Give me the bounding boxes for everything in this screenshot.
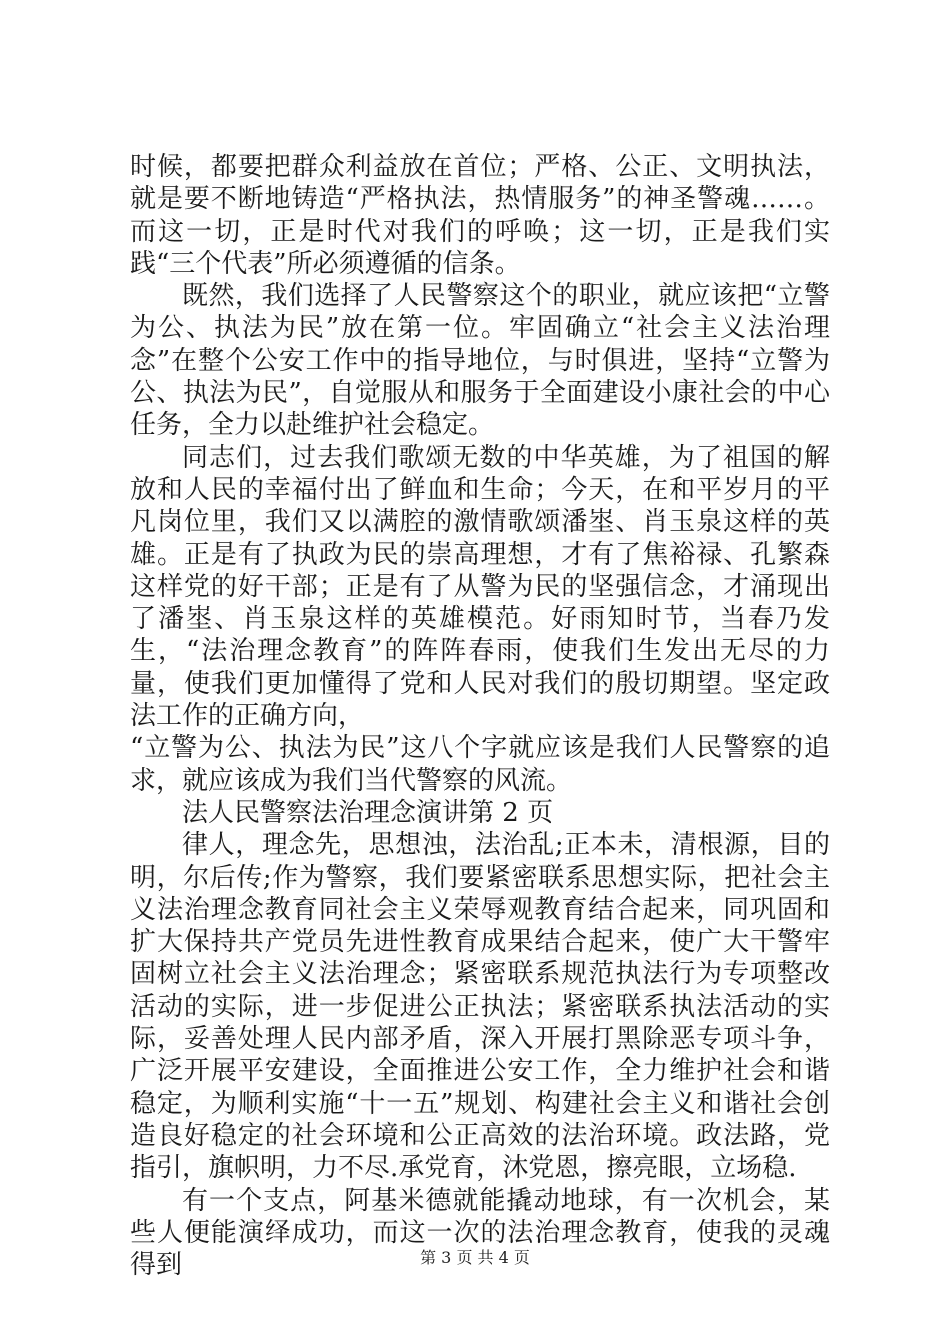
page-footer [0,1247,950,1269]
page-number-label: 第 3 页 共 4 页 [420,1248,530,1267]
document-body [130,151,830,1281]
paragraph-6: 有一个支点，阿基米德就能撬动地球，有一次机会，某些人便能演绎成功，而这一次的法治理念教育，使我的灵魂得到 [130,1185,830,1281]
paragraph-3: 同志们，过去我们歌颂无数的中华英雄，为了祖国的解放和人民的幸福付出了鲜血和生命；今天，在和平岁月的平凡岗位里，我们又以满腔的激情歌颂潘埊、肖玉泉这样的英雄。正是有了执政为民的崇高理想，才有了焦裕禄、孔繁森这样党的好干部；正是有了从警为民的坚强信念，才涌现出了潘埊、肖玉泉这样的英雄模范。好雨知时节，当春乃发生，“法治理念教育”的阵阵春雨，使我们生发出无尽的力量，使我们更加懂得了党和人民对我们的殷切期望。坚定政法工作的正确方向， [130,442,830,732]
section-heading: 法人民警察法治理念演讲第 2 页 [182,797,554,828]
paragraph-4: “立警为公、执法为民”这八个字就应该是我们人民警察的追求，就应该成为我们当代警察的风流。 [130,733,830,796]
paragraph-2: 既然，我们选择了人民警察这个的职业，就应该把“立警为公、执法为民”放在第一位。牢固确立“社会主义法治理念”在整个公安工作中的指导地位，与时俱进，坚持“立警为公、执法为民”，自觉服从和服务于全面建设小康社会的中心任务，全力以赴维护社会稳定。 [130,281,830,441]
paragraph-5: 律人，理念先，思想浊，法治乱;正本未，清根源，目的明，尔后传;作为警察，我们要紧密联系思想实际，把社会主义法治理念教育同社会主义荣辱观教育结合起来，同巩固和扩大保持共产党员先进性教育成果结合起来，使广大干警牢固树立社会主义法治理念；紧密联系规范执法行为专项整改活动的实际，进一步促进公正执法；紧密联系执法活动的实际，妥善处理人民内部矛盾，深入开展打黑除恶专项斗争，广泛开展平安建设，全面推进公安工作，全力维护社会和谐稳定，为顺利实施“十一五”规划、构建社会主义和谐社会创造良好稳定的社会环境和公正高效的法治环境。政法路，党指引，旗帜明，力不尽.承党育，沐党恩，擦亮眼，立场稳. [130,830,830,1184]
paragraph-1: 时候，都要把群众利益放在首位；严格、公正、文明执法，就是要不断地铸造“严格执法，热情服务”的神圣警魂……。而这一切，正是时代对我们的呼唤；这一切，正是我们实践“三个代表”所必须遵循的信条。 [130,152,830,279]
